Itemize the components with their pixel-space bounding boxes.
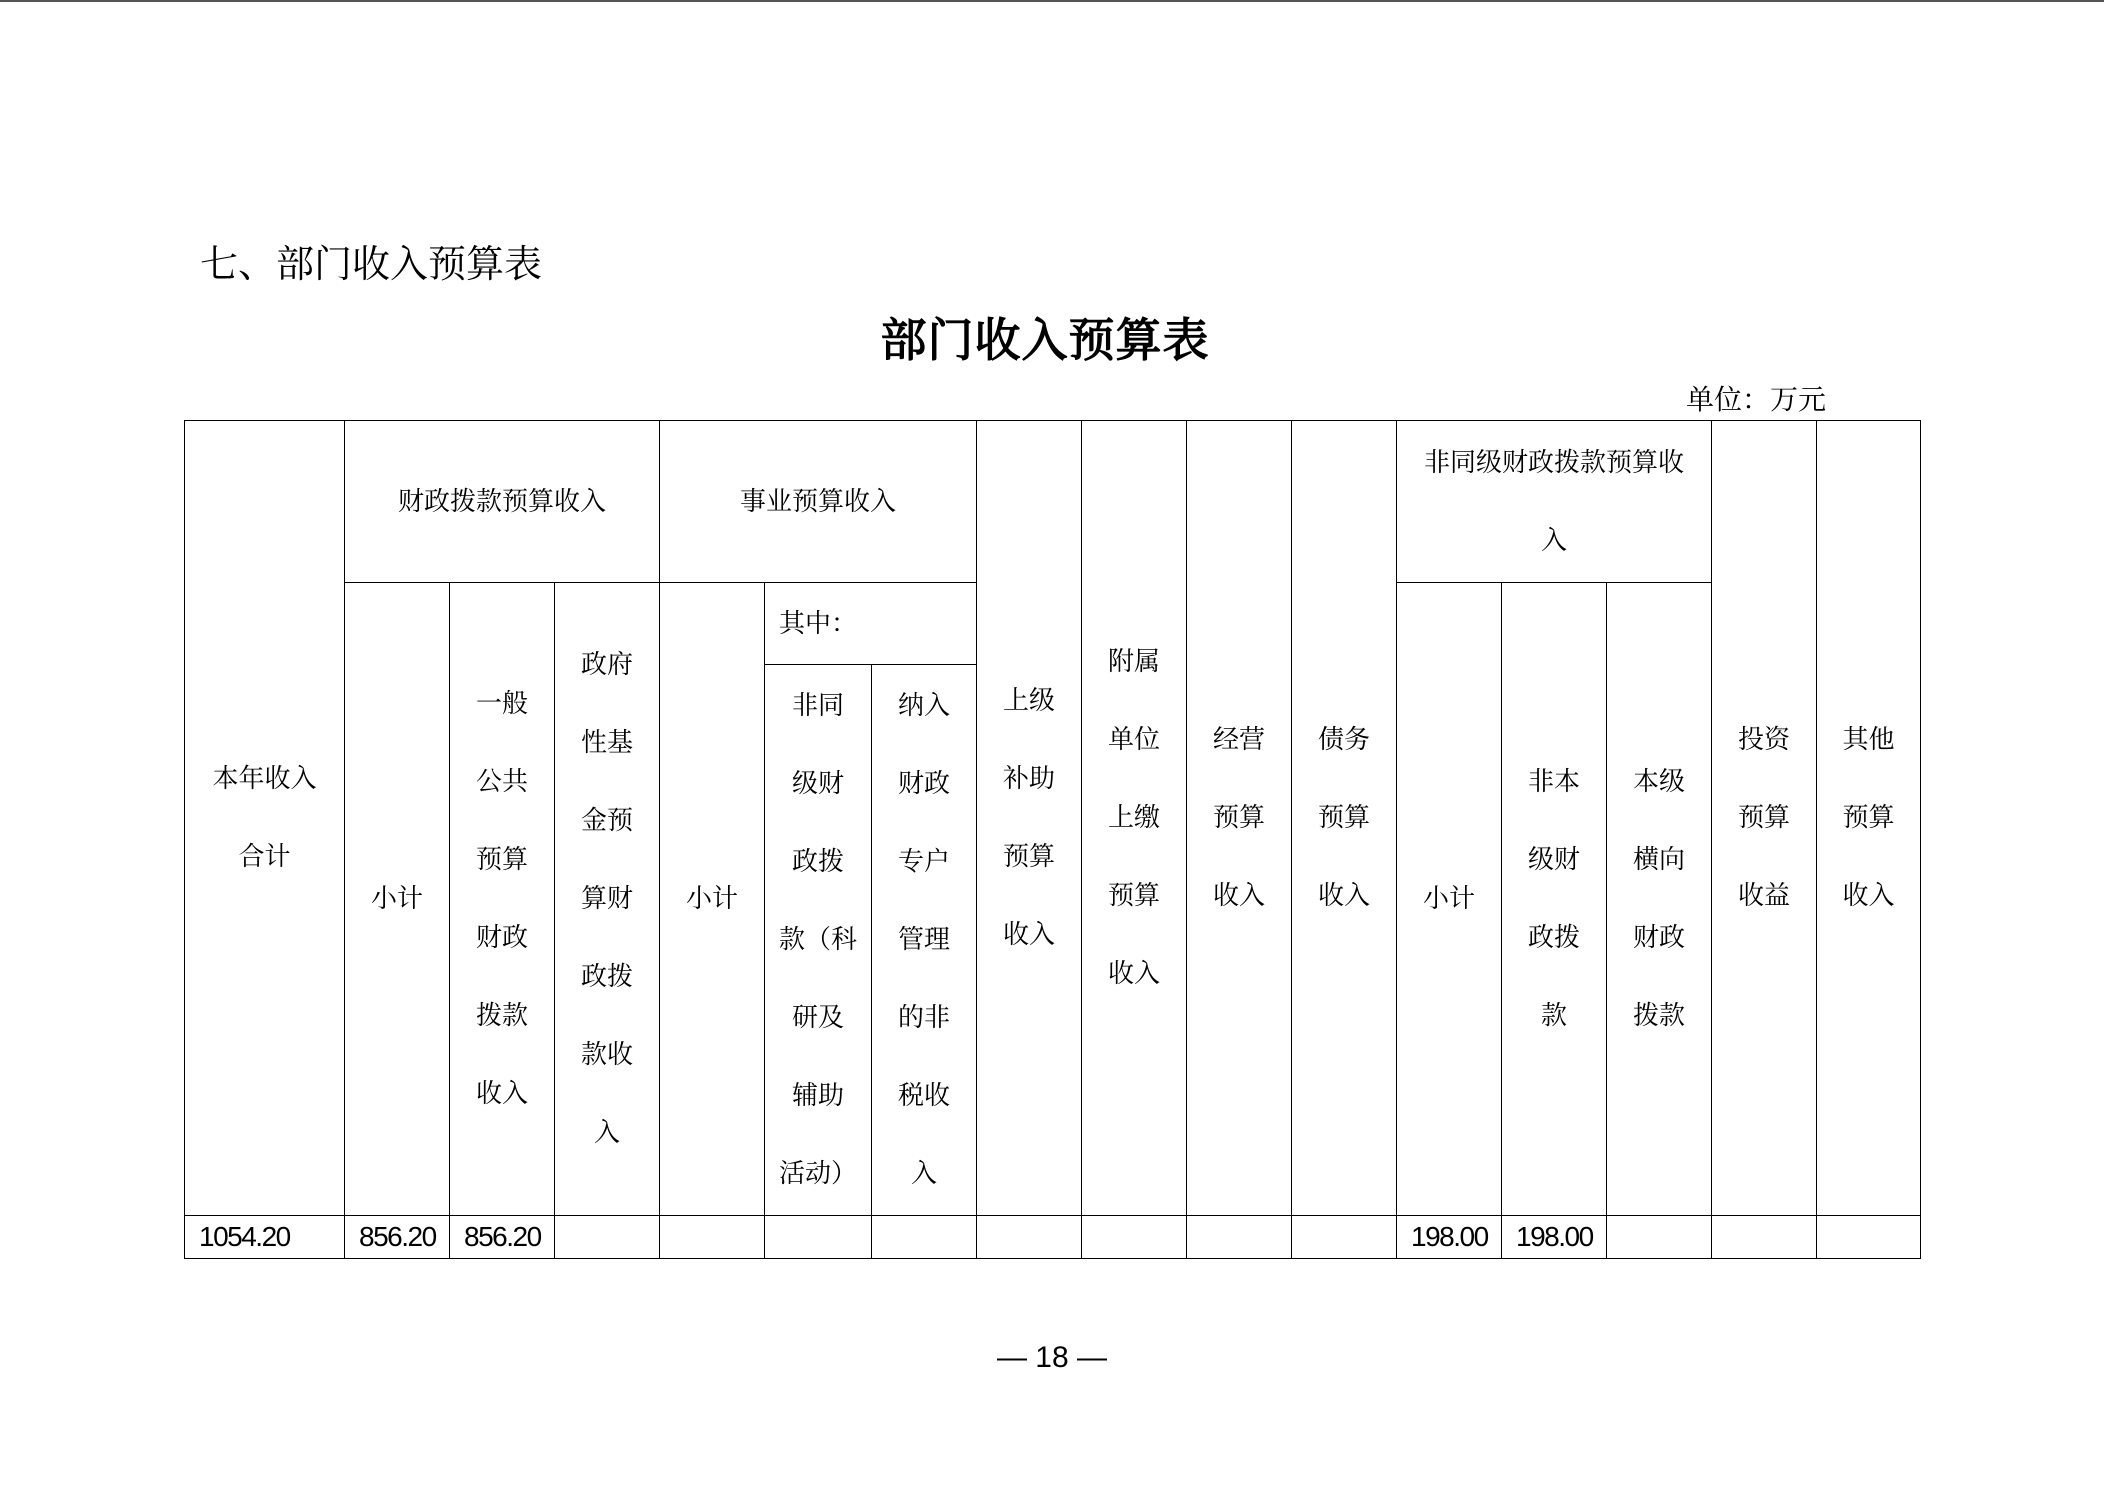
- header-nonsame-group: [1397, 421, 1712, 583]
- page-top-border: [0, 0, 2104, 2]
- header-non-local-text: 非本 级财 政拨 款: [1527, 767, 1580, 1031]
- header-business-subtotal: 小计: [660, 583, 765, 1216]
- header-non-local: [1502, 583, 1607, 1216]
- value-nontax: [872, 1216, 977, 1259]
- value-other: [1817, 1216, 1921, 1259]
- table-row: [185, 1216, 1921, 1259]
- header-non-same-level-sci: [765, 665, 872, 1216]
- header-horizontal: [1607, 583, 1712, 1216]
- header-nonsame-group-text: 非同级财政拨款预算收 入: [1423, 447, 1684, 556]
- header-investment-text: 投资 预算 收益: [1737, 725, 1790, 911]
- header-nontax-text: 纳入 财政 专户 管理 的非 税收 入: [897, 691, 950, 1189]
- value-fiscal-subtotal: 856.20: [345, 1216, 450, 1259]
- value-total: 1054.20: [185, 1216, 345, 1259]
- page-number: — 18 —: [996, 1341, 1108, 1374]
- header-superior-subsidy: [977, 421, 1082, 1216]
- header-other-text: 其他 预算 收入: [1842, 725, 1895, 911]
- header-general-public-text: 一般 公共 预算 财政 拨款 收入: [475, 689, 528, 1109]
- value-general-public: 856.20: [450, 1216, 555, 1259]
- header-fiscal-group: 财政拨款预算收入: [345, 421, 660, 583]
- header-total: [185, 421, 345, 1216]
- value-operating: [1187, 1216, 1292, 1259]
- header-horizontal-text: 本级 横向 财政 拨款: [1632, 767, 1685, 1031]
- value-nonsame-subtotal: 198.00: [1397, 1216, 1502, 1259]
- value-non-same-level-sci: [765, 1216, 872, 1259]
- value-non-local: 198.00: [1502, 1216, 1607, 1259]
- header-operating: [1187, 421, 1292, 1216]
- header-debt-text: 债务 预算 收入: [1317, 725, 1370, 911]
- header-affiliated-text: 附属 单位 上缴 预算 收入: [1107, 647, 1160, 989]
- value-investment: [1712, 1216, 1817, 1259]
- header-gov-fund-text: 政府 性基 金预 算财 政拨 款收 入: [580, 650, 633, 1148]
- header-debt: [1292, 421, 1397, 1216]
- header-other: [1817, 421, 1921, 1216]
- value-horizontal: [1607, 1216, 1712, 1259]
- header-operating-text: 经营 预算 收入: [1212, 725, 1265, 911]
- header-non-same-level-sci-text: 非同 级财 政拨 款（科 研及 辅助 活动）: [778, 691, 857, 1189]
- value-superior-subsidy: [977, 1216, 1082, 1259]
- header-fiscal-subtotal: 小计: [345, 583, 450, 1216]
- header-general-public: [450, 583, 555, 1216]
- section-heading: 七、部门收入预算表: [200, 242, 543, 286]
- header-business-group: 事业预算收入: [660, 421, 977, 583]
- value-business-subtotal: [660, 1216, 765, 1259]
- unit-label: 单位：万元: [1686, 383, 1827, 416]
- header-investment: [1712, 421, 1817, 1216]
- value-affiliated: [1082, 1216, 1187, 1259]
- header-nonsame-subtotal: 小计: [1397, 583, 1502, 1216]
- header-total-text: 本年收入 合计: [212, 764, 317, 872]
- table-title: 部门收入预算表: [880, 313, 1210, 367]
- header-affiliated: [1082, 421, 1187, 1216]
- header-nontax: [872, 665, 977, 1216]
- header-superior-subsidy-text: 上级 补助 预算 收入: [1002, 686, 1055, 950]
- income-budget-table: [184, 420, 1921, 1259]
- header-gov-fund: [555, 583, 660, 1216]
- header-of-which: 其中：: [765, 583, 977, 665]
- value-debt: [1292, 1216, 1397, 1259]
- value-gov-fund: [555, 1216, 660, 1259]
